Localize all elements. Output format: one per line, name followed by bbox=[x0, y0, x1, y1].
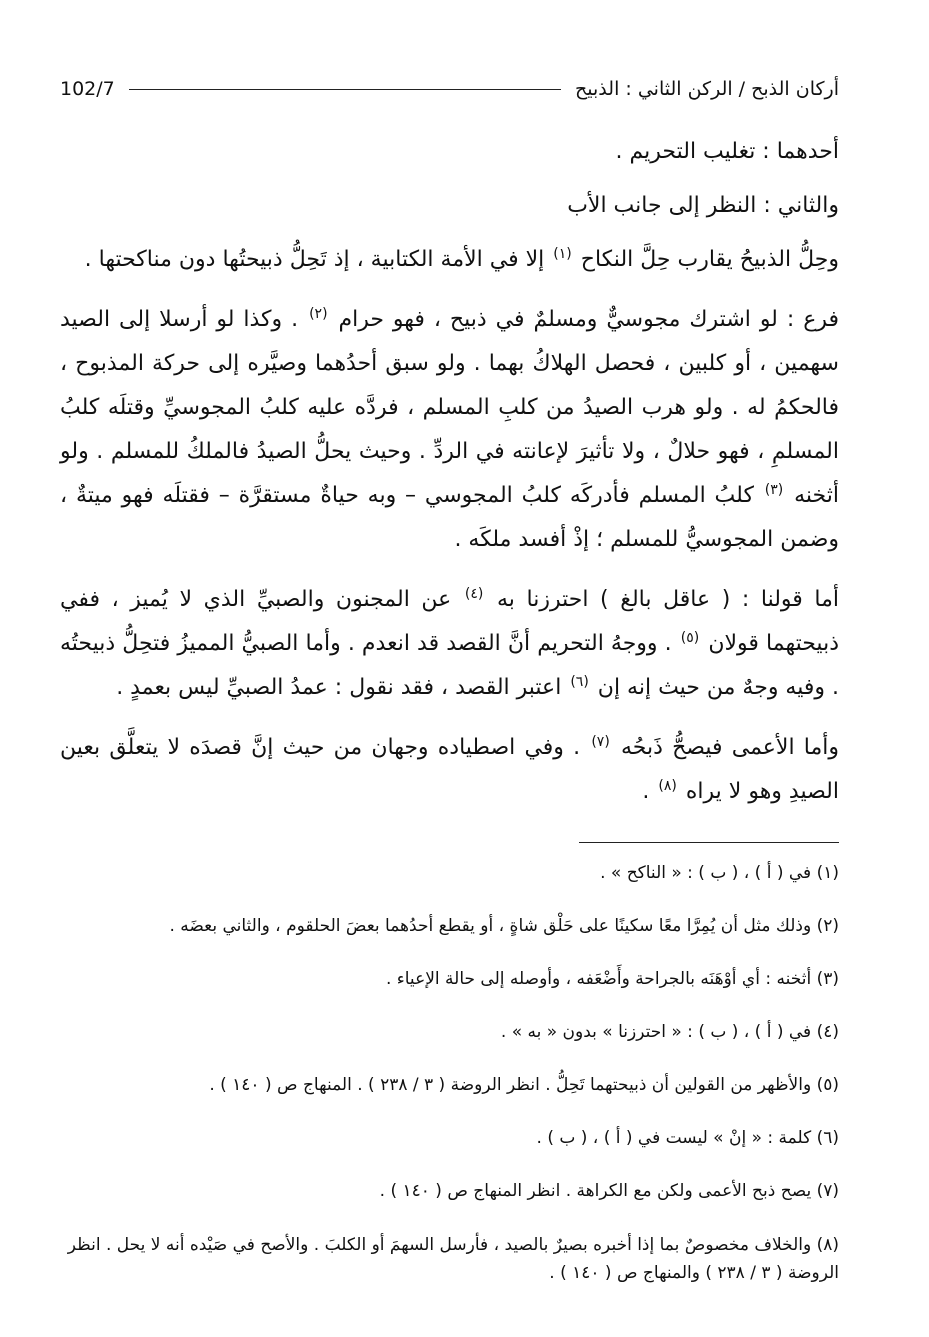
header-rule bbox=[129, 89, 561, 90]
footnote: (٦) كلمة : « إنْ » ليست في ( أ ) ، ( ب ) . bbox=[536, 1128, 839, 1148]
running-header bbox=[60, 72, 839, 106]
paragraph-text: وحِلُّ الذبيحُ يقارب حِلَّ النكاح bbox=[580, 247, 839, 272]
footnote-reference: (٦) bbox=[570, 673, 589, 690]
footnote: (٧) يصح ذبح الأعمى ولكن مع الكراهة . انظر المنهاج ص ( ١٤٠ ) . bbox=[379, 1181, 839, 1201]
page-number: 102/7 bbox=[60, 78, 115, 100]
paragraph bbox=[60, 184, 839, 228]
paragraph-text: . bbox=[642, 779, 650, 804]
footnote: (٣) أثخنه : أي أوْهَنَه بالجراحة وأَضْعَفه ، وأوصله إلى حالة الإعياء . bbox=[385, 969, 839, 989]
paragraph-text: كلبُ المسلم فأدركَه كلبُ المجوسي – وبه حياةٌ مستقرَّة – فقتلَه فهو ميتةٌ ، وضمن المجوسيُّ للمسلم ؛ إذْ أفسد ملكَه . bbox=[60, 483, 839, 552]
paragraph-text: . وكذا لو أرسلا إلى الصيد سهمين ، أو كلبين ، فحصل الهلاكُ بهما . ولو سبق أحدُهما وصيَّره إلى حركة المذبوح ، فالحكمُ له . ولو هرب الصيدُ من كلبِ المسلم ، فردَّه عليه كلبُ المجوسيِّ وقتلَه كلبُ المسلمِ ، فهو حلالٌ ، ولا تأثيرَ لإعانته في الردِّ . وحيث يحلُّ الصيدُ فالملكُ للمسلم . ولو أثخنه bbox=[60, 307, 839, 508]
paragraph-text: أحدهما : تغليب التحريم . bbox=[615, 139, 839, 164]
paragraph bbox=[60, 130, 839, 174]
header-title: أركان الذبح / الركن الثاني : الذبيح bbox=[575, 78, 839, 100]
footnote: (٥) والأظهر من القولين أن ذبيحتهما تَحِلُّ . انظر الروضة ( ٣ / ٢٣٨ ) . المنهاج ص ( ١٤٠ ) . bbox=[209, 1075, 839, 1095]
paragraph-text: وأما الأعمى فيصحُّ ذَبحُه bbox=[621, 735, 839, 760]
footnote: (٤) في ( أ ) ، ( ب ) : « احترزنا » بدون « به » . bbox=[500, 1022, 839, 1042]
footnotes bbox=[60, 860, 839, 1295]
footnote-reference: (٧) bbox=[591, 733, 610, 750]
paragraph-text: . وفي اصطياده وجهان من حيث إنَّ قصدَه لا يتعلَّق بعين الصيدِ وهو لا يراه bbox=[60, 735, 839, 804]
paragraph-text: عن المجنون والصبيِّ الذي لا يُميز ، ففي ذبيحتهما قولان bbox=[60, 587, 839, 656]
main-text bbox=[60, 130, 839, 830]
footnote: (٨) والخلاف مخصوصٌ بما إذا أخبره بصيرٌ بالصيد ، فأرسل السهمَ أو الكلبَ . والأصح في صَيْده أنه لا يحل . انظر الروضة ( ٣ / ٢٣٨ ) والمنهاج ص ( ١٤٠ ) . bbox=[67, 1235, 839, 1283]
paragraph-text: اعتبر القصد ، فقد نقول : عمدُ الصبيِّ ليس بعمدٍ . bbox=[116, 675, 562, 700]
footnote-reference: (٢) bbox=[309, 305, 328, 322]
paragraph-text: فرع : لو اشترك مجوسيٌّ ومسلمٌ في ذبيح ، فهو حرام bbox=[338, 307, 839, 332]
paragraph bbox=[60, 726, 839, 814]
paragraph-text: والثاني : النظر إلى جانب الأب bbox=[567, 193, 839, 218]
footnote-reference: (٥) bbox=[680, 629, 700, 646]
footnote-reference: (٤) bbox=[464, 585, 484, 602]
footnote: (٢) وذلك مثل أن يُمِرَّا معًا سكينًا على حَلْق شاةٍ ، أو يقطع أحدُهما بعضَ الحلقوم ، والثاني بعضَه . bbox=[169, 916, 839, 936]
footnote: (١) في ( أ ) ، ( ب ) : « الناكح » . bbox=[600, 863, 839, 883]
paragraph bbox=[60, 578, 839, 710]
paragraph-text: أما قولنا : ( عاقل بالغ ) احترزنا به bbox=[497, 587, 840, 612]
footnote-reference: (١) bbox=[553, 245, 572, 262]
paragraph bbox=[60, 298, 839, 562]
paragraph-text: إلا في الأمة الكتابية ، إذ تَحِلُّ ذبيحتُها دون مناكحتها . bbox=[84, 247, 545, 272]
footnote-reference: (٨) bbox=[658, 777, 677, 794]
paragraph bbox=[60, 238, 839, 282]
paragraph-text: . ووجهُ التحريم أنَّ القصد قد انعدم . وأما الصبيُّ المميزُ فتحِلُّ ذبيحتُه . وفيه وجهٌ من حيث إنه إن bbox=[60, 631, 839, 700]
footnote-separator bbox=[579, 842, 839, 843]
footnote-reference: (٣) bbox=[764, 481, 784, 498]
